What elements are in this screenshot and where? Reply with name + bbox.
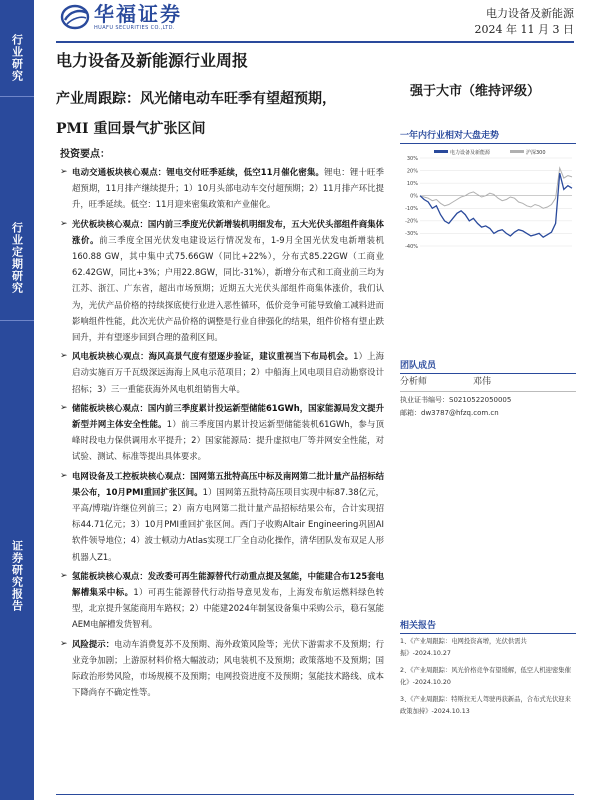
y-tick-label: 10%: [406, 180, 418, 187]
point-heading: 储能板块核心观点：国内前三季度累计投运新型储能61GWh，国家能源局发文提升新型并网主体安全性能。: [72, 402, 384, 430]
license-number: S0210522050005: [449, 396, 512, 404]
analyst-label: 分析师: [400, 377, 428, 387]
chart-legend: [434, 149, 546, 156]
related-reports-list: [400, 636, 576, 723]
y-tick-label: -30%: [405, 231, 418, 238]
logo-chinese-name: 华福证券: [94, 2, 182, 26]
left-sidebar: [0, 0, 34, 800]
point-body: 1）上海启动实施百万千瓦级深远海海上风电示范项目；2）中船海上风电项目启动勘察设计招标；3）三一重能获海外风电机组销售大单。: [72, 351, 384, 394]
point-heading: 风电板块核心观点：海风高景气度有望逐步验证，建议重视当下布局机会。: [72, 351, 354, 362]
related-report-item[interactable]: 2、《产业周跟踪：风光价格竞争有望缓解，低空人机迎密集催化》-2024.10.20: [400, 667, 571, 686]
point-heading: 电动交通板块核心观点：锂电交付旺季延续，低空11月催化密集。: [72, 167, 325, 177]
arrow-bullet-icon: ➢: [60, 470, 68, 481]
point-wind: [60, 348, 384, 397]
point-body: 1）国网第五批特高压项目实现中标87.38亿元，平高/博瑞/许继位列前三；2）南方电网第二批计量产品招标结果公布，合计实现招标44.71亿元；3）10月PMI重回扩张区间。西门子收购Altair Engineering巩固AI软件领导地位；4）波士顿动力Atlas实现工厂全自动化操作，清华团队发布双足人形机器人Z1。: [72, 486, 384, 562]
sidebar-label-securities-report: 证券研究报告: [10, 540, 24, 612]
relative-performance-chart: [398, 144, 578, 254]
y-tick-label: -20%: [405, 218, 418, 225]
point-body: 1）前三季度国内累计投运新型储能装机61GWh，参与顶峰时段电力保供调用水平提升；2）国家能源局：提升虚拟电厂等并网安全性能，对试验、测试、标准等提出具体要求。: [72, 419, 385, 462]
arrow-bullet-icon: ➢: [60, 402, 68, 413]
point-heading: 电网设备及工控板块核心观点：国网第五批特高压中标及南网第二批计量产品招标结果公布，10月PMI重回扩张区间。: [72, 470, 384, 497]
sidebar-divider: [0, 320, 34, 321]
arrow-bullet-icon: ➢: [60, 167, 68, 177]
point-storage: [60, 400, 384, 465]
arrow-bullet-icon: ➢: [60, 570, 68, 581]
logo-english-name: HUAFU SECURITIES CO.,LTD.: [94, 25, 175, 31]
rating-label: 强于大市（维持评级）: [410, 84, 541, 99]
y-tick-label: 0%: [410, 193, 418, 200]
investment-points-heading: 投资要点：: [60, 149, 110, 160]
point-heading: 风险提示：: [72, 638, 115, 649]
point-pv: [60, 216, 384, 346]
footer-rule: [56, 794, 574, 795]
point-body: 电动车消费复苏不及预期、海外政策风险等；光伏下游需求不及预期；行业竞争加剧；上游原材料价格大幅波动；风电装机不及预期；政策落地不及预期；国际政治形势风险，市场规模不及预期；电网投资进度不及预期；氢能技术路线、成本下降尚存不确定性等。: [72, 638, 384, 698]
analyst-name: 邓伟: [473, 377, 492, 387]
y-tick-label: -40%: [405, 243, 418, 250]
y-tick-label: 30%: [406, 155, 418, 162]
chart-series: [420, 168, 572, 237]
investment-points: [60, 164, 384, 704]
legend-swatch-industry: [434, 150, 448, 153]
related-reports-heading: 相关报告: [400, 618, 576, 634]
license-label: 执业证书编号：: [400, 396, 449, 404]
arrow-bullet-icon: ➢: [60, 638, 68, 649]
email-label: 邮箱：: [400, 409, 421, 417]
point-body: 锂电：锂十旺季超预期，11月排产继续提升；1）10月头部电动车交付超预期；2）11月排产环比提升，旺季延续。低空：11月迎来密集政策和产业催化。: [72, 167, 385, 210]
chart-y-axis: [405, 156, 418, 250]
sidebar-divider: [0, 96, 34, 97]
point-hydrogen: [60, 568, 384, 633]
sidebar-label-industry-research: 行业研究: [10, 34, 24, 82]
team-info: [400, 376, 576, 420]
related-report-item[interactable]: 3、《产业周跟踪：特斯拉无人驾驶再获新品，合布式光伏迎来政策加持》-2024.10.13: [400, 696, 571, 715]
related-report-item[interactable]: 1、《产业周跟踪：电网投资高增，光伏供需共振》-2024.10.27: [400, 638, 527, 657]
analyst-row: [400, 376, 576, 392]
email-address[interactable]: dw3787@hfzq.com.cn: [421, 409, 499, 417]
report-subtitle-line1: 产业周跟踪：风光储电动车旺季有望超预期，: [56, 91, 336, 107]
page-header: [0, 0, 600, 44]
point-ev: [60, 164, 384, 213]
team-heading: 团队成员: [400, 358, 576, 374]
header-date: 2024 年 11 月 3 日: [474, 23, 574, 36]
series-line-index: [420, 168, 572, 208]
legend-label-industry: 电力设备及新能源: [450, 150, 491, 156]
report-title: 电力设备及新能源行业周报: [56, 51, 249, 70]
point-risk: [60, 636, 384, 701]
arrow-bullet-icon: ➢: [60, 218, 68, 229]
company-logo: [60, 3, 182, 31]
header-rule: [56, 41, 574, 43]
header-industry: 电力设备及新能源: [486, 7, 574, 20]
legend-label-index: 沪深300: [526, 150, 546, 156]
point-heading: 光伏板块核心观点：国内前三季度光伏新增装机明细发布，五大光伏头部组件商集体涨价。: [72, 218, 384, 245]
sidebar-label-periodic-research: 行业定期研究: [10, 222, 24, 294]
logo-icon: [60, 3, 90, 31]
point-body: 前三季度全国光伏发电建设运行情况发布，1-9月全国光伏发电新增装机160.88 GW，其中集中式75.66GW（同比+22%），分布式85.22GW（工商业62.42GW，同比+3%；户用22.8GW，同比-31%），新增分布式和工商业前三均为江苏、浙江、广东省，超出市场预期；近期五大光伏头部组件商集体涨价，我们认为，光伏产品价格的持续探底使行业进入恶性循环，低价竞争可能导致偷工减料进而影响组件性能，此次光伏产品价格的调整是行业自律强化的结果，组件价格有望止跌回升，并有望逐步回到合理的盈利区间。: [72, 234, 384, 343]
point-body: 1）可再生能源替代行动指导意见发布，上海发布航运燃料绿色转型，北京提升氢能商用车路权；2）中能建2024年制氢设备集中采购公示，稳石氢能AEM电解槽发货智利。: [72, 587, 385, 630]
point-grid: [60, 468, 384, 565]
arrow-bullet-icon: ➢: [60, 351, 68, 362]
point-heading: 氢能板块核心观点：发改委可再生能源替代行动重点提及氢能，中能建合布125套电解槽集采中标。: [72, 570, 384, 598]
y-tick-label: 20%: [406, 168, 418, 175]
chart-title: 一年内行业相对大盘走势: [400, 128, 576, 144]
legend-swatch-index: [510, 150, 524, 153]
report-subtitle-line2: PMI 重回景气扩张区间: [56, 121, 206, 137]
y-tick-label: -10%: [405, 206, 418, 213]
